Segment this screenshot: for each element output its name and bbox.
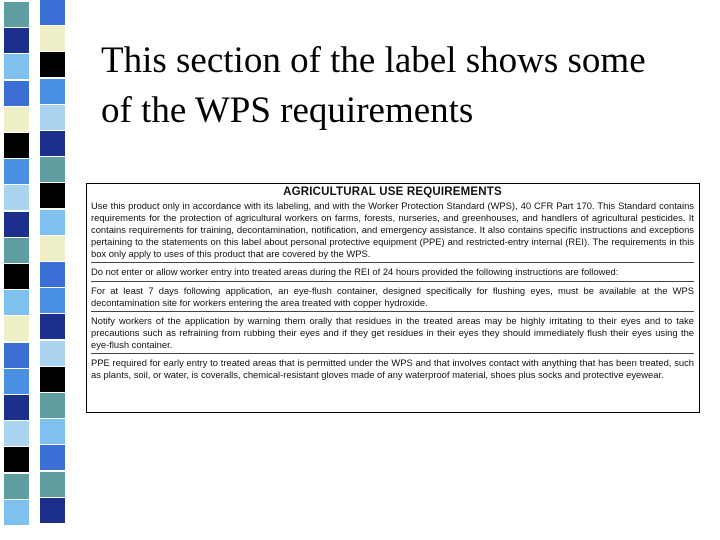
decorative-square — [40, 498, 65, 523]
decorative-square — [4, 447, 29, 472]
slide-title — [101, 36, 711, 136]
decorative-square — [40, 105, 65, 130]
slide-title-line1: This section of the label shows some — [101, 40, 646, 81]
decorative-square — [40, 210, 65, 235]
decorative-square — [4, 28, 29, 53]
label-paragraph-ppe: PPE required for early entry to treated areas that is permitted under the WPS and that involves contact with anything that has been treated, such as plants, soil, or water, is coveralls, chemical-resistant gloves made of any waterproof material, shoes plus socks and protective eyewear. — [91, 357, 694, 381]
decorative-square — [4, 500, 29, 525]
agricultural-use-requirements-box — [86, 183, 700, 413]
decorative-square — [40, 26, 65, 51]
decorative-square-strip — [0, 0, 76, 540]
label-paragraph-notify: Notify workers of the application by warning them orally that residues in the treated areas may be highly irritating to their eyes and to take precautions such as refraining from rubbing their eyes and if they get residues in their eyes they should immediately flush their eyes using the eye-flush container. — [91, 315, 694, 354]
decorative-square — [40, 288, 65, 313]
decorative-square — [40, 79, 65, 104]
decorative-square — [4, 238, 29, 263]
decorative-square — [4, 159, 29, 184]
decorative-square — [4, 316, 29, 341]
decorative-square — [40, 157, 65, 182]
decorative-square — [40, 472, 65, 497]
decorative-square — [40, 236, 65, 261]
decorative-square — [4, 421, 29, 446]
decorative-square — [40, 183, 65, 208]
label-paragraph-eye-flush: For at least 7 days following application, an eye-flush container, designed specifically for flushing eyes, must be available at the WPS decontamination site for workers entering the area treated with copper hydroxide. — [91, 285, 694, 312]
slide-title-line2: of the WPS requirements — [101, 90, 474, 131]
decorative-square — [4, 369, 29, 394]
decorative-square — [4, 185, 29, 210]
label-heading: AGRICULTURAL USE REQUIREMENTS — [283, 186, 502, 198]
decorative-square — [4, 81, 29, 106]
decorative-square — [40, 419, 65, 444]
decorative-square — [40, 393, 65, 418]
decorative-square — [4, 343, 29, 368]
decorative-square — [40, 314, 65, 339]
decorative-square — [4, 474, 29, 499]
decorative-square — [40, 341, 65, 366]
decorative-square — [4, 2, 29, 27]
decorative-square — [40, 131, 65, 156]
decorative-square — [4, 54, 29, 79]
label-paragraph-wps: Use this product only in accordance with its labeling, and with the Worker Protection Standard (WPS), 40 CFR Part 170. This Standard contains requirements for the protection of agricultural workers on farms, forests, nurseries, and greenhouses, and handlers of agricultural pesticides. It contains requirements for training, decontamination, notification, and emergency assistance. It also contains specific instructions and exceptions pertaining to the statements on this label about personal protective equipment (PPE) and restricted-entry internal (REI). The requirements in this box only apply to uses of this product that are covered by the WPS. — [91, 200, 694, 263]
decorative-square — [4, 133, 29, 158]
label-paragraph-rei: Do not enter or allow worker entry into treated areas during the REI of 24 hours provided the following instructions are followed: — [91, 266, 694, 281]
decorative-square — [40, 445, 65, 470]
decorative-square — [4, 107, 29, 132]
decorative-square — [40, 0, 65, 25]
decorative-square — [40, 262, 65, 287]
decorative-square — [4, 264, 29, 289]
decorative-square — [40, 367, 65, 392]
decorative-square — [4, 212, 29, 237]
decorative-square — [40, 52, 65, 77]
decorative-square — [4, 395, 29, 420]
decorative-square — [4, 290, 29, 315]
